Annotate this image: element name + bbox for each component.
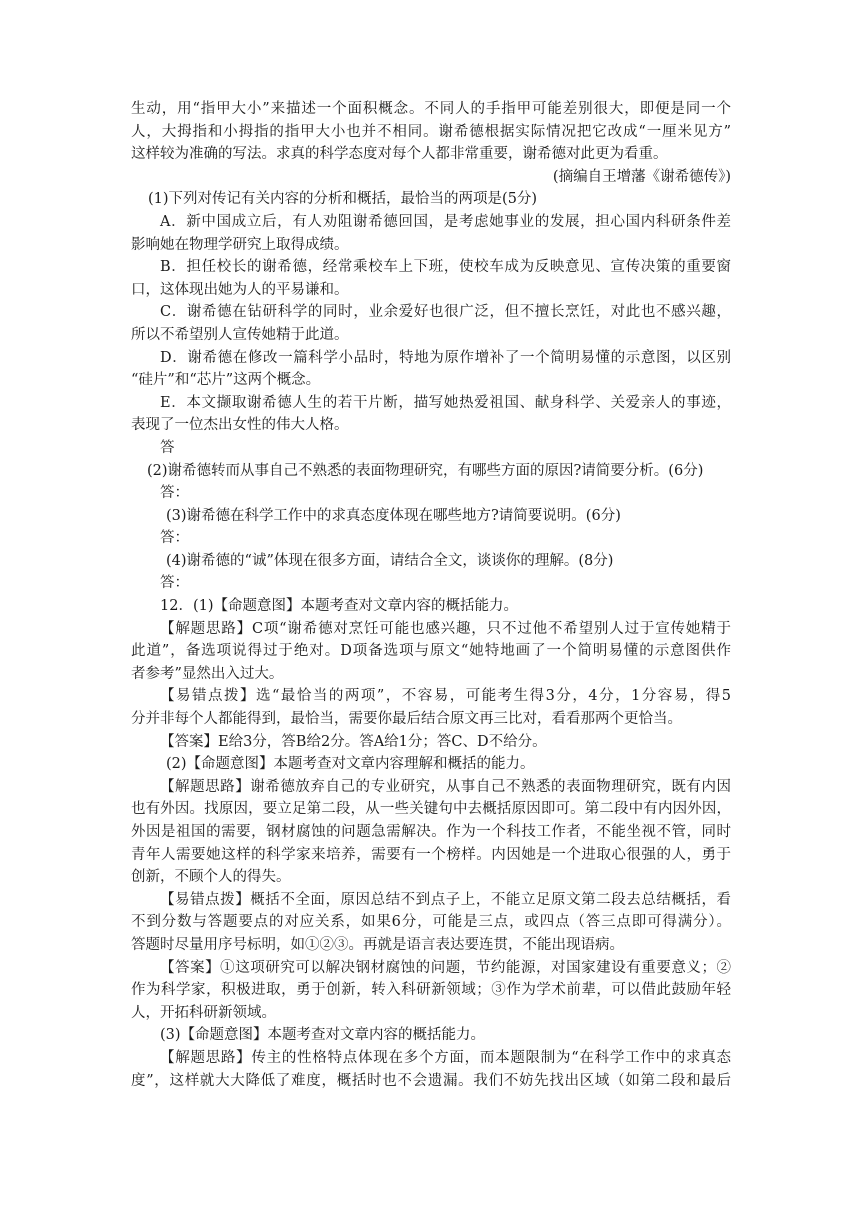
text-line: 此道”，备选项说得过于绝对。D项备选项与原文“她特地画了一个简明易懂的示意图供作 [131, 643, 731, 660]
option-d: D．谢希德在修改一篇科学小品时，特地为原作增补了一个简明易懂的示意图，以区别 [160, 349, 731, 366]
text-line: 【解题思路】谢希德放弃自己的专业研究，从事自己不熟悉的表面物理研究，既有内因 [160, 778, 731, 795]
subsection-heading: (3)【命题意图】本题考查对文章内容的概括能力。 [160, 1027, 486, 1044]
text-line: 人，大拇指和小拇指的指甲大小也并不相同。谢希德根据实际情况把它改成“一厘米见方” [131, 123, 731, 140]
text-line: 这样较为准确的写法。求真的科学态度对每个人都非常重要，谢希德对此更为看重。 [131, 146, 668, 163]
text-line: 口，这体现出她为人的平易谦和。 [131, 281, 349, 298]
subsection-heading: (2)【命题意图】本题考查对文章内容理解和概括的能力。 [166, 756, 535, 773]
answer-label: 答： [160, 530, 189, 547]
question-4: (4)谢希德的“诚”体现在很多方面，请结合全文，谈谈你的理解。(8分) [166, 552, 614, 569]
text-line: 【易错点拨】概括不全面，原因总结不到点子上，不能立足原文第二段去总结概括，看 [160, 891, 731, 908]
question-2: (2)谢希德转而从事自己不熟悉的表面物理研究，有哪些方面的原因?请简要分析。(6分) [147, 462, 704, 479]
answer-label: 答： [160, 575, 189, 592]
text-line: 【解题思路】C项“谢希德对烹饪可能也感兴趣，只不过他不希望别人过于宣传她精于 [160, 620, 731, 637]
text-line: 影响她在物理学研究上取得成绩。 [131, 236, 349, 253]
answer-label: 答： [160, 485, 189, 502]
text-line: 也有外因。找原因，要立足第二段，从一些关键句中去概括原因即可。第二段中有内因外因， [131, 801, 731, 818]
question-1: (1)下列对传记有关内容的分析和概括，最恰当的两项是(5分) [148, 191, 538, 208]
text-line: 分并非每个人都能得到，最恰当，需要你最后结合原文再三比对，看看那两个更恰当。 [131, 711, 682, 728]
source-citation: (摘编自王增藩《谢希德传》) [552, 168, 731, 185]
text-line: 者参考”显然出入过大。 [131, 665, 284, 682]
text-line: 人，开拓科研新领域。 [131, 1004, 276, 1021]
text-line: 表现了一位杰出女性的伟大人格。 [131, 417, 349, 434]
option-e: E．本文撷取谢希德人生的若干片断，描写她热爱祖国、献身科学、关爱亲人的事迹， [160, 394, 731, 411]
option-a: A．新中国成立后，有人劝阻谢希德回国，是考虑她事业的发展，担心国内科研条件差 [160, 213, 731, 230]
text-line: 青年人需要她这样的科学家来培养，需要有一个榜样。内因她是一个进取心很强的人，勇于 [131, 846, 731, 863]
text-line: 不到分数与答题要点的对应关系，如果6分，可能是三点，或四点（答三点即可得满分）。 [131, 914, 731, 931]
option-c: C．谢希德在钻研科学的同时，业余爱好也很广泛，但不擅长烹饪，对此也不感兴趣， [160, 304, 731, 321]
text-line: 度”，这样就大大降低了难度，概括时也不会遗漏。我们不妨先找出区域（如第二段和最后 [131, 1072, 731, 1089]
option-b: B．担任校长的谢希德，经常乘校车上下班，使校车成为反映意见、宣传决策的重要窗 [160, 259, 731, 276]
text-line: 【易错点拨】选“最恰当的两项”，不容易，可能考生得3分，4分，1分容易，得5 [160, 688, 731, 705]
text-line: 答题时尽量用序号标明，如①②③。再就是语言表达要连贯，不能出现语病。 [131, 936, 624, 953]
answer-line: 【答案】E给3分，答B给2分。答A给1分；答C、D不给分。 [160, 733, 547, 750]
question-3: (3)谢希德在科学工作中的求真态度体现在哪些地方?请简要说明。(6分) [166, 507, 621, 524]
text-line: 【解题思路】传主的性格特点体现在多个方面，而本题限制为“在科学工作中的求真态 [160, 1049, 731, 1066]
text-line: 生动，用“指甲大小”来描述一个面积概念。不同人的手指甲可能差别很大，即便是同一个 [131, 101, 731, 117]
text-line: 创新，不顾个人的得失。 [131, 869, 291, 886]
text-line: “硅片”和“芯片”这两个概念。 [131, 372, 321, 389]
text-line: 所以不希望别人宣传她精于此道。 [131, 326, 349, 343]
section-12-heading: 12．(1)【命题意图】本题考查对文章内容的概括能力。 [160, 598, 518, 615]
answer-line: 【答案】①这项研究可以解决钢材腐蚀的问题，节约能源，对国家建设有重要意义；② [160, 959, 731, 976]
text-line: 外因是祖国的需要，钢材腐蚀的问题急需解决。作为一个科技工作者，不能坐视不管，同时 [131, 824, 731, 840]
answer-label: 答 [160, 439, 175, 456]
document-body [131, 98, 731, 1092]
text-line: 作为科学家，积极进取，勇于创新，转入科研新领域；③作为学术前辈，可以借此鼓励年轻 [131, 982, 731, 999]
